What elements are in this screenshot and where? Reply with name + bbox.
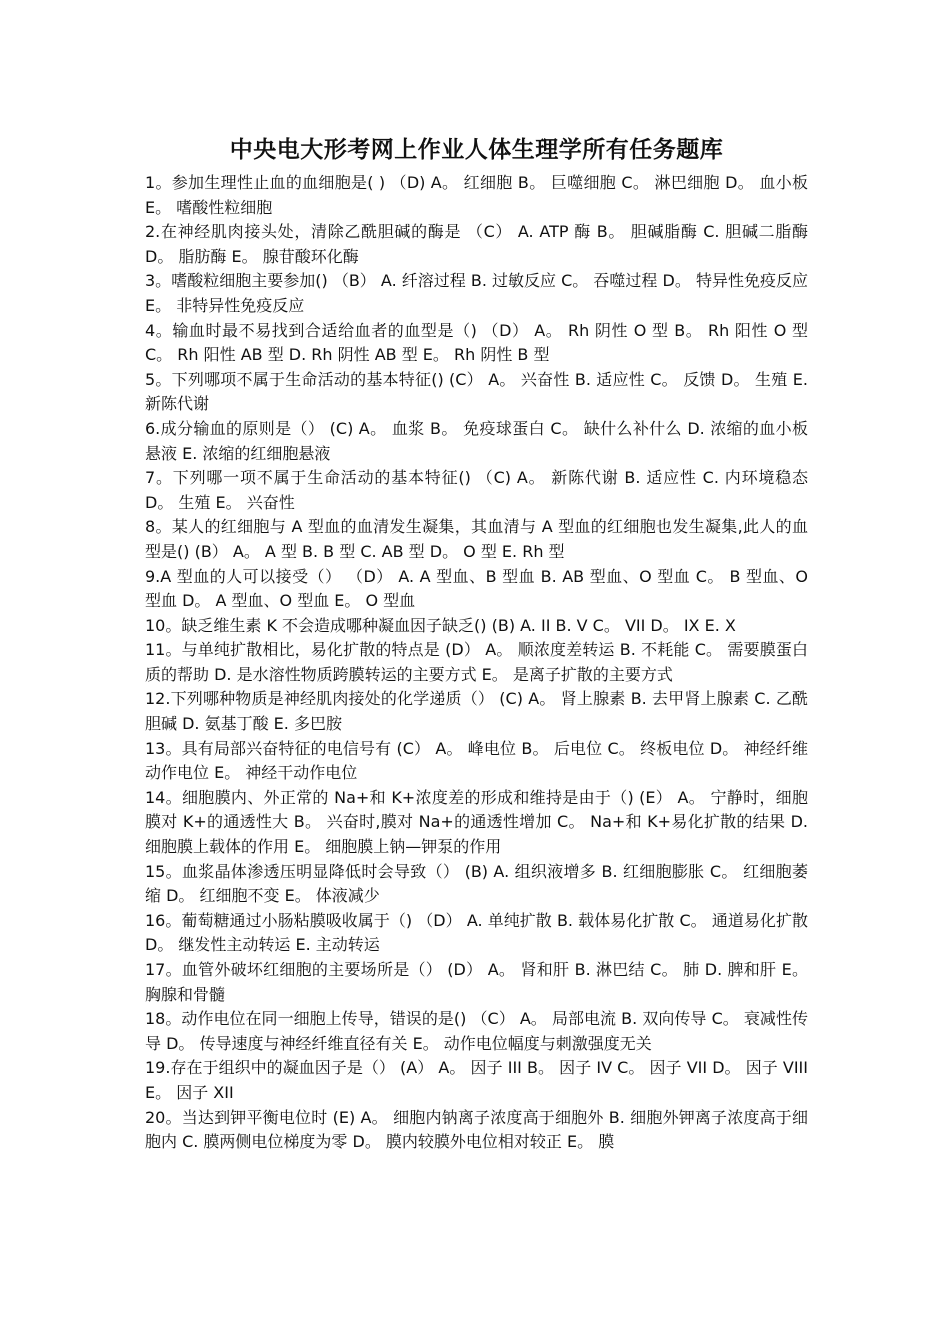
document-page xyxy=(145,133,808,1155)
question-12: 12.下列哪种物质是神经肌肉接处的化学递质（） (C) A。 肾上腺素 B. 去甲肾上腺素 C. 乙酰胆碱 D. 氨基丁酸 E. 多巴胺 xyxy=(145,689,808,734)
question-6: 6.成分输血的原则是（） (C) A。 血浆 B。 免疫球蛋白 C。 缺什么补什么 D. 浓缩的血小板悬液 E. 浓缩的红细胞悬液 xyxy=(145,418,808,463)
question-17: 17。血管外破坏红细胞的主要场所是（） (D） A。 肾和肝 B. 淋巴结 C。 肺 D. 脾和肝 E。 胸腺和骨髓 xyxy=(145,960,808,1004)
question-3: 3。嗜酸粒细胞主要参加() （B） A. 纤溶过程 B. 过敏反应 C。 吞噬过程 D。 特异性免疫反应 E。 非特异性免疫反应 xyxy=(145,271,808,315)
question-18: 18。动作电位在同一细胞上传导，错误的是() （C） A。 局部电流 B. 双向传导 C。 衰减性传导 D。 传导速度与神经纤维直径有关 E。 动作电位幅度与刺激强度无关 xyxy=(145,1009,808,1053)
question-4: 4。输血时最不易找到合适给血者的血型是（) （D） A。 Rh 阴性 O 型 B。 Rh 阳性 O 型 C。 Rh 阳性 AB 型 D. Rh 阴性 AB 型 E。 Rh 阴性 B 型 xyxy=(145,320,808,365)
question-14: 14。细胞膜内、外正常的 Na+和 K+浓度差的形成和维持是由于（) (E） A。 宁静时，细胞膜对 K+的通透性大 B。 兴奋时,膜对 Na+的通透性增加 C。 Na+和 K+易化扩散的结果 D. 细胞膜上载体的作用 E。 细胞膜上钠—钾泵的作用 xyxy=(145,787,808,857)
question-8: 8。某人的红细胞与 A 型血的血清发生凝集，其血清与 A 型血的红细胞也发生凝集,此人的血型是() (B） A。 A 型 B. B 型 C. AB 型 D。 O 型 E. Rh 型 xyxy=(145,517,808,561)
question-5: 5。下列哪项不属于生命活动的基本特征() (C） A。 兴奋性 B. 适应性 C。 反馈 D。 生殖 E. 新陈代谢 xyxy=(145,369,808,414)
question-2: 2.在神经肌肉接头处，清除乙酰胆碱的酶是 （C） A. ATP 酶 B。 胆碱脂酶 C. 胆碱二脂酶 D。 脂肪酶 E。 腺苷酸环化酶 xyxy=(145,222,808,266)
question-13: 13。具有局部兴奋特征的电信号有 (C） A。 峰电位 B。 后电位 C。 终板电位 D。 神经纤维动作电位 E。 神经干动作电位 xyxy=(145,738,808,783)
question-7: 7。下列哪一项不属于生命活动的基本特征() （C) A。 新陈代谢 B. 适应性 C. 内环境稳态 D。 生殖 E。 兴奋性 xyxy=(145,468,808,512)
question-1: 1。参加生理性止血的血细胞是( ) （D) A。 红细胞 B。 巨噬细胞 C。 淋巴细胞 D。 血小板 E。 嗜酸性粒细胞 xyxy=(145,173,808,217)
question-10: 10。缺乏维生素 K 不会造成哪种凝血因子缺乏() (B) A. II B. V C。 VII D。 IX E. X xyxy=(145,615,736,635)
question-15: 15。血浆晶体渗透压明显降低时会导致（） (B) A. 组织液增多 B. 红细胞膨胀 C。 红细胞萎缩 D。 红细胞不变 E。 体液减少 xyxy=(145,861,808,906)
question-11: 11。与单纯扩散相比，易化扩散的特点是 (D） A。 顺浓度差转运 B. 不耗能 C。 需要膜蛋白质的帮助 D. 是水溶性物质跨膜转运的主要方式 E。 是离子扩散的主要方式 xyxy=(145,640,808,684)
question-20: 20。当达到钾平衡电位时 (E) A。 细胞内钠离子浓度高于细胞外 B. 细胞外钾离子浓度高于细胞内 C. 膜两侧电位梯度为零 D。 膜内较膜外电位相对较正 E。 膜 xyxy=(145,1107,808,1152)
document-title: 中央电大形考网上作业人体生理学所有任务题库 xyxy=(229,137,724,163)
question-16: 16。葡萄糖通过小肠粘膜吸收属于（) （D） A. 单纯扩散 B. 载体易化扩散 C。 通道易化扩散 D。 继发性主动转运 E. 主动转运 xyxy=(145,910,808,955)
question-9: 9.A 型血的人可以接受（） （D） A. A 型血、B 型血 B. AB 型血、O 型血 C。 B 型血、O 型血 D。 A 型血、O 型血 E。 O 型血 xyxy=(145,566,808,611)
question-19: 19.存在于组织中的凝血因子是（） (A） A。 因子 III B。 因子 IV C。 因子 VII D。 因子 VIII E。 因子 XII xyxy=(145,1058,808,1102)
